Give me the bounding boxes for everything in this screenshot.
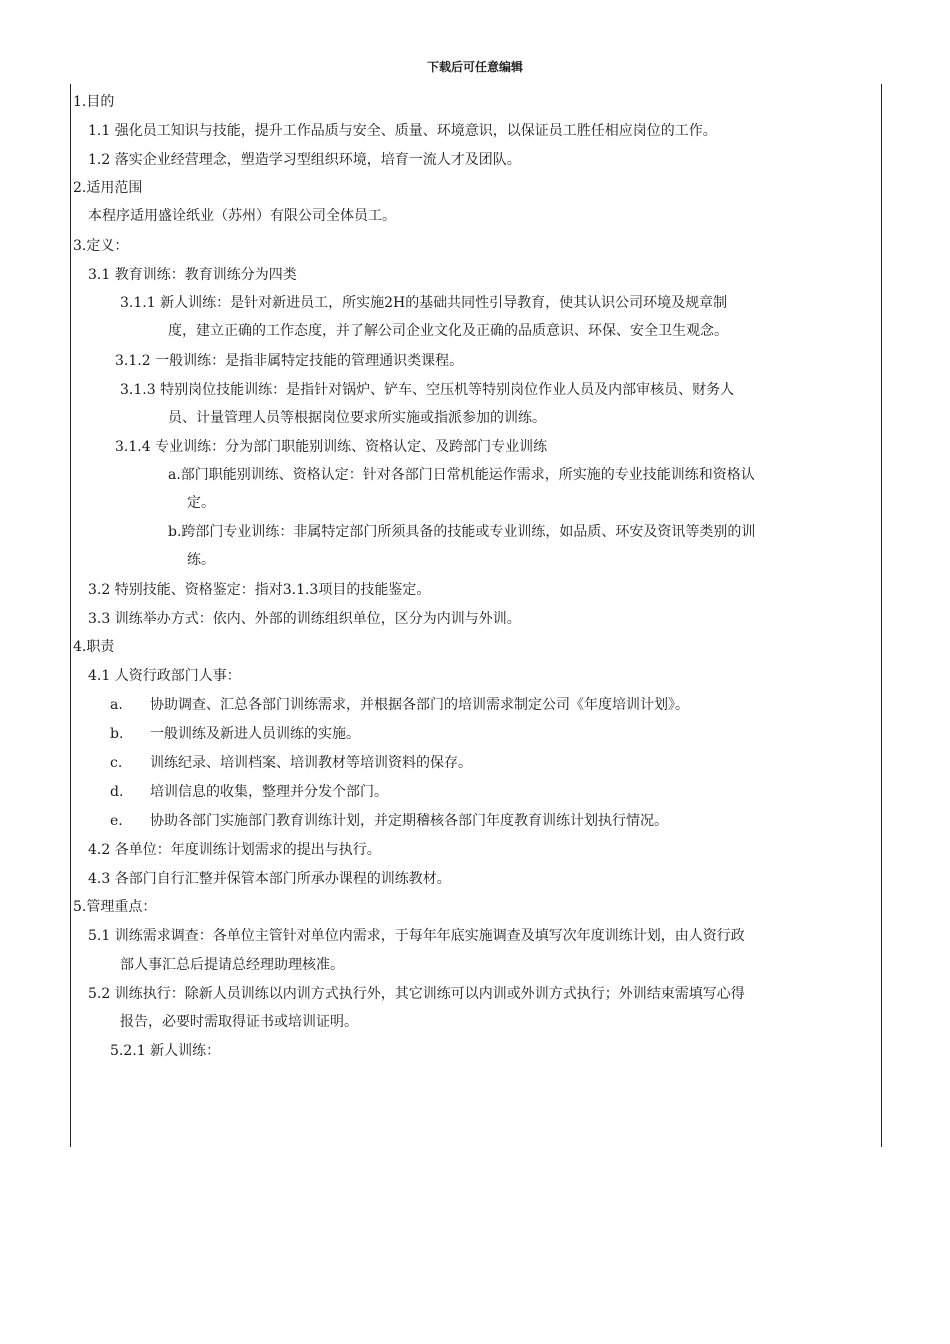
section-3-heading: 3.定义： [73,238,129,254]
clause-3-1-3: 3.1.3 特别岗位技能训练：是指针对锅炉、铲车、空压机等特别岗位作业人员及内部审核员、财务人 [120,382,735,398]
clause-5-1: 5.1 训练需求调查：各单位主管针对单位内需求，于每年年底实施调查及填写次年度训练计划，由人资行政 [88,928,745,944]
clause-5-2: 5.2 训练执行：除新人员训练以内训方式执行外，其它训练可以内训或外训方式执行；外训结束需填写心得 [88,986,745,1002]
clause-3-3: 3.3 训练举办方式：依内、外部的训练组织单位，区分为内训与外训。 [88,611,521,627]
item-d-marker: d. [110,784,124,800]
clause-5-2-cont: 报告，必要时需取得证书或培训证明。 [120,1014,358,1030]
clause-3-1-4-b: b.跨部门专业训练：非属特定部门所须具备的技能或专业训练，如品质、环安及资讯等类别的训 [168,524,756,540]
clause-3-2: 3.2 特别技能、资格鉴定：指对3.1.3项目的技能鉴定。 [88,582,431,598]
clause-5-2-1: 5.2.1 新人训练： [110,1043,221,1059]
item-b-text: 一般训练及新进人员训练的实施。 [150,726,360,742]
clause-4-2: 4.2 各单位：年度训练计划需求的提出与执行。 [88,842,381,858]
item-b-marker: b. [110,726,124,742]
page-header: 下载后可任意编辑 [426,60,523,74]
clause-1-2: 1.2 落实企业经营理念，塑造学习型组织环境，培育一流人才及团队。 [88,152,521,168]
section-5-heading: 5.管理重点： [73,899,157,915]
item-d-text: 培训信息的收集，整理并分发个部门。 [150,784,388,800]
item-c-text: 训练纪录、培训档案、培训教材等培训资料的保存。 [150,755,472,771]
item-c-marker: c. [110,755,123,771]
clause-3-1-4-b-cont: 练。 [187,552,215,568]
item-e-marker: e. [110,813,123,829]
item-a-marker: a. [110,697,123,713]
clause-1-1: 1.1 强化员工知识与技能，提升工作品质与安全、质量、环境意识，以保证员工胜任相应岗位的工作。 [88,123,717,139]
clause-3-1-3-cont: 员、计量管理人员等根据岗位要求所实施或指派参加的训练。 [168,410,546,426]
scope-text: 本程序适用盛诠纸业（苏州）有限公司全体员工。 [88,208,396,224]
clause-3-1-1-cont: 度，建立正确的工作态度，并了解公司企业文化及正确的品质意识、环保、安全卫生观念。 [168,323,728,339]
section-2-heading: 2.适用范围 [73,180,143,196]
clause-3-1-4-a: a.部门职能别训练、资格认定：针对各部门日常机能运作需求，所实施的专业技能训练和资格认 [168,467,755,483]
clause-3-1-4: 3.1.4 专业训练：分为部门职能别训练、资格认定、及跨部门专业训练 [115,439,548,455]
clause-4-3: 4.3 各部门自行汇整并保管本部门所承办课程的训练教材。 [88,871,451,887]
item-a-text: 协助调查、汇总各部门训练需求，并根据各部门的培训需求制定公司《年度培训计划》。 [150,697,689,713]
clause-3-1-2: 3.1.2 一般训练：是指非属特定技能的管理通识类课程。 [115,353,464,369]
clause-5-1-cont: 部人事汇总后提请总经理助理核准。 [120,957,344,973]
section-1-heading: 1.目的 [73,94,115,110]
section-4-heading: 4.职责 [73,639,115,655]
clause-3-1: 3.1 教育训练：教育训练分为四类 [88,267,297,283]
clause-3-1-4-a-cont: 定。 [187,495,215,511]
clause-3-1-1: 3.1.1 新人训练：是针对新进员工，所实施2H的基础共同性引导教育，使其认识公司环境及规章制 [120,295,728,311]
item-e-text: 协助各部门实施部门教育训练计划，并定期稽核各部门年度教育训练计划执行情况。 [150,813,668,829]
clause-4-1: 4.1 人资行政部门人事： [88,668,241,684]
